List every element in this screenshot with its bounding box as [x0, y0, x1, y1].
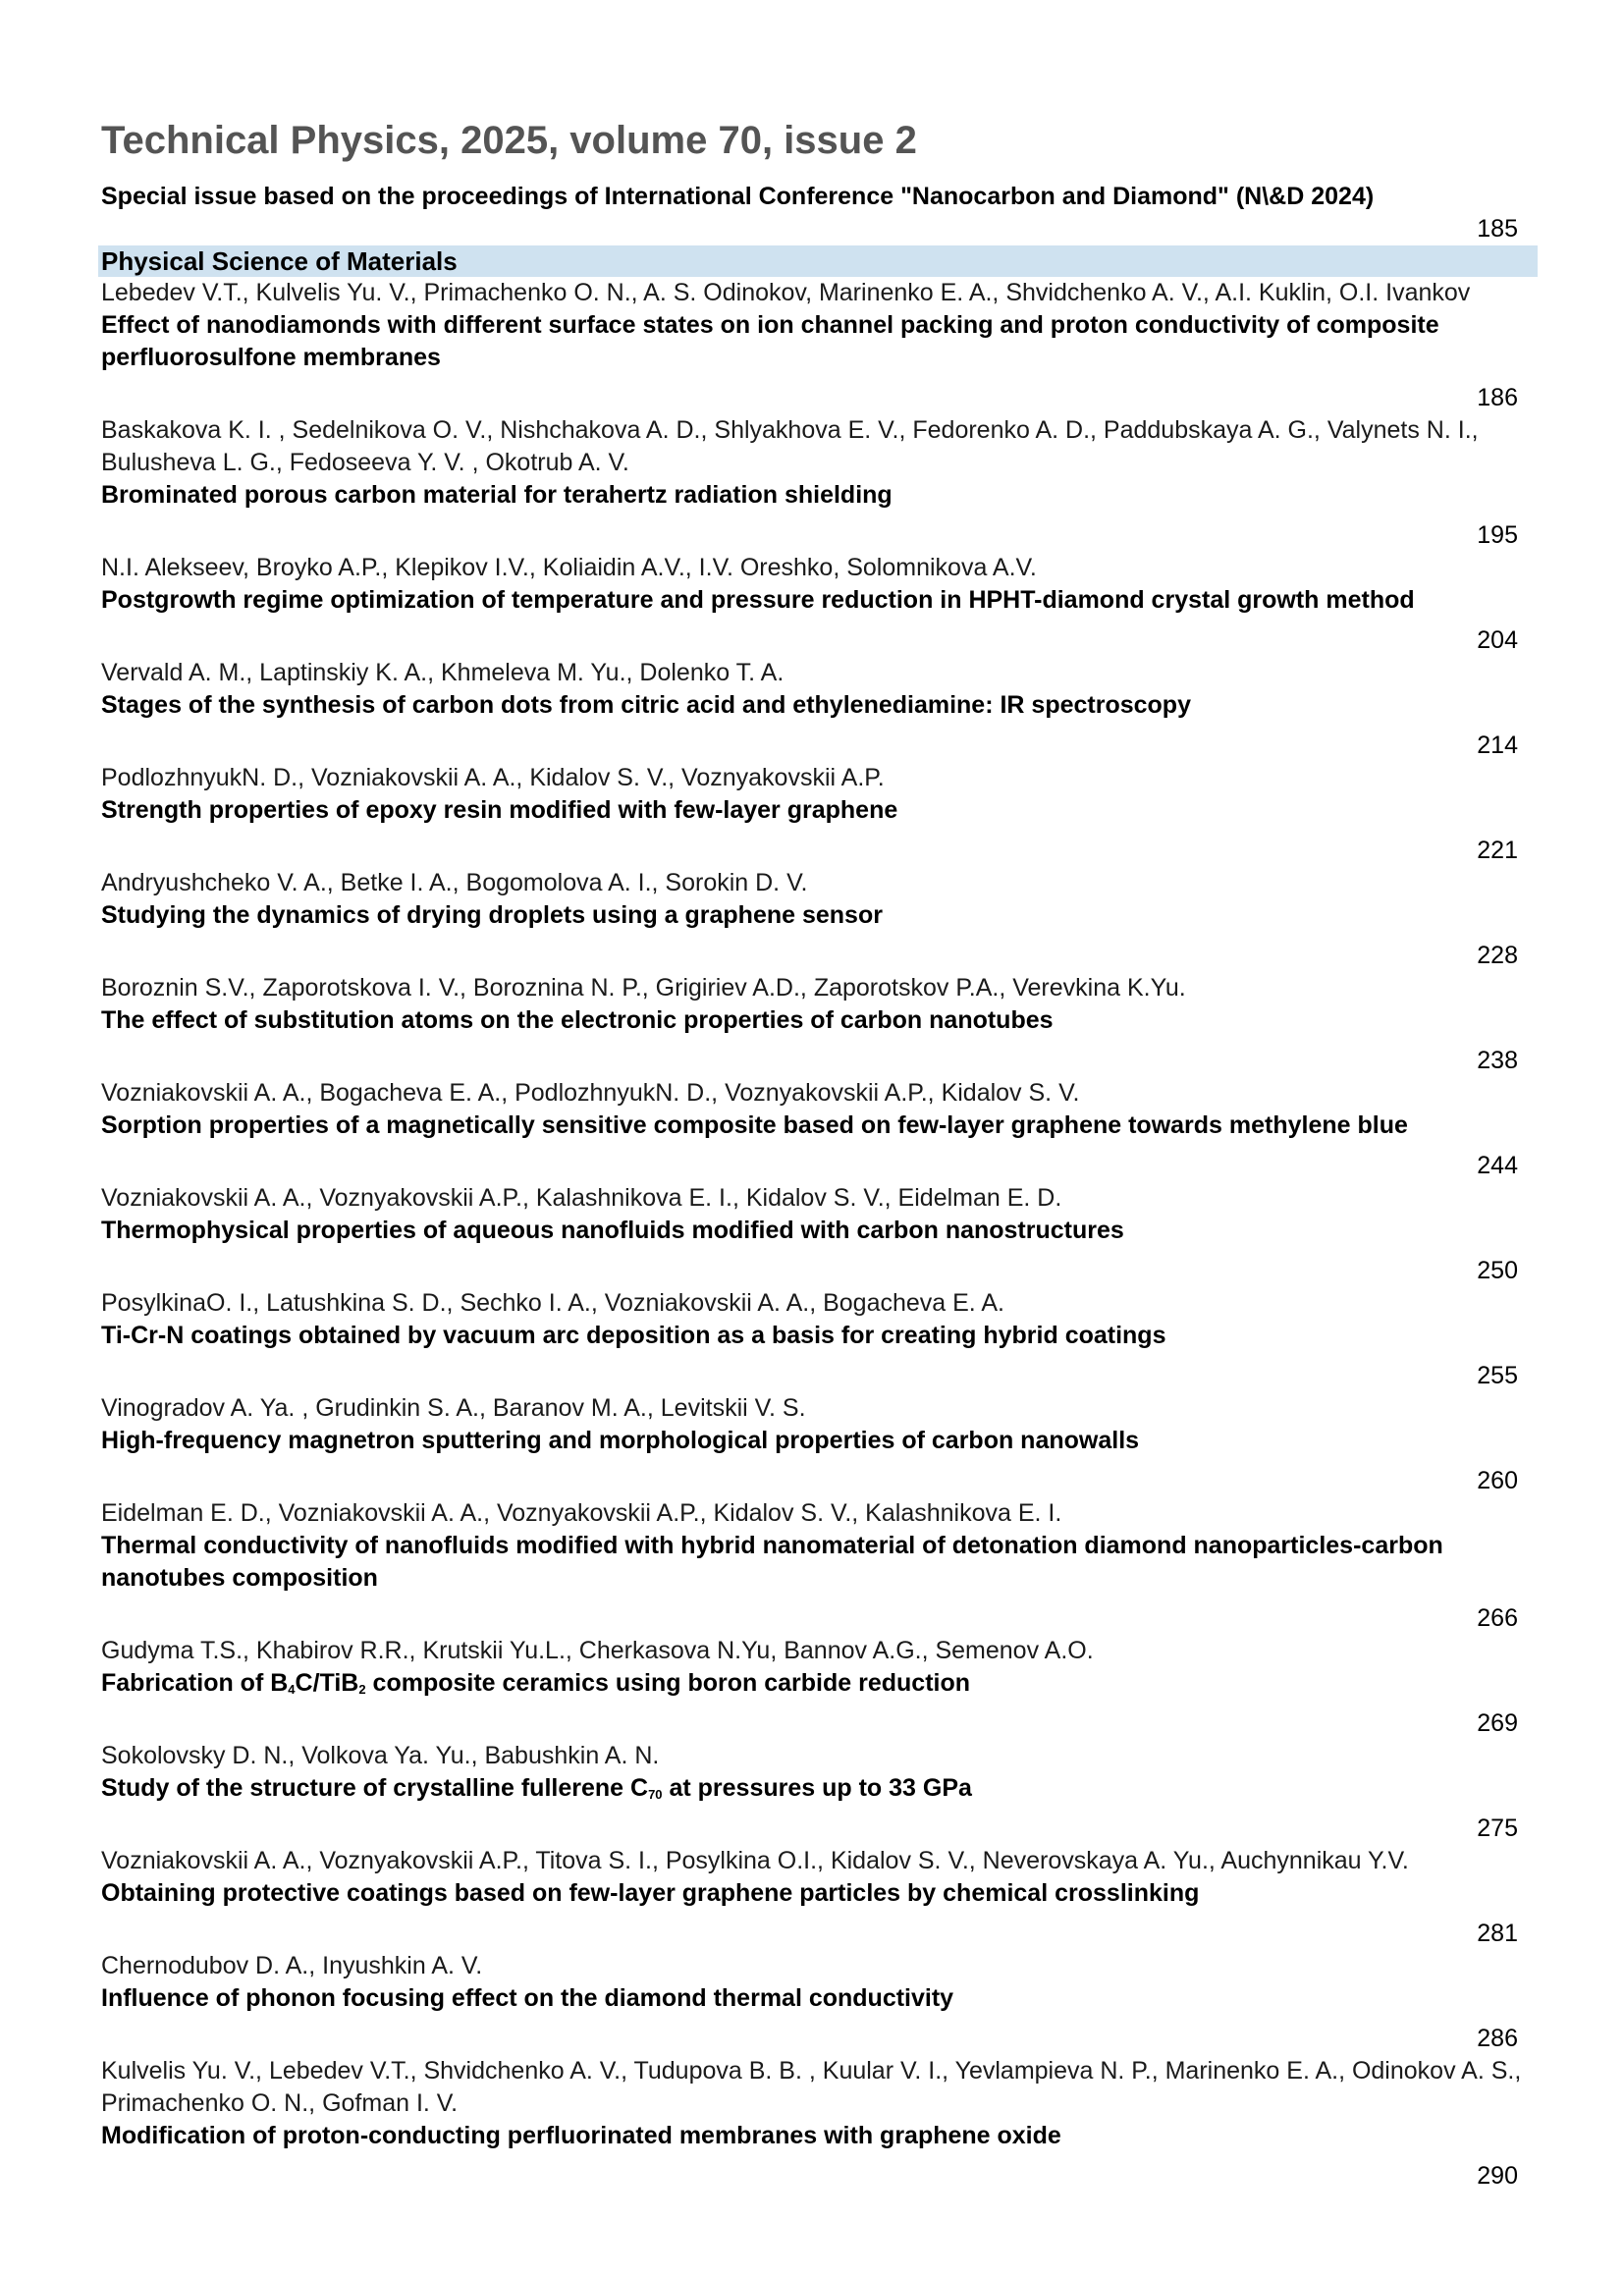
toc-entry[interactable]	[101, 1740, 1536, 1845]
entry-page: 290	[1477, 2162, 1518, 2190]
entry-title[interactable]: Ti-Cr-N coatings obtained by vacuum arc deposition as a basis for creating hybrid coatings	[101, 1322, 1166, 1349]
entry-authors: Sokolovsky D. N., Volkova Ya. Yu., Babushkin A. N.	[101, 1742, 660, 1769]
entry-authors: Kulvelis Yu. V., Lebedev V.T., Shvidchenko A. V., Tudupova B. B. , Kuular V. I., Yevlampieva N. P., Marinenko E. A., Odinokov A. S., Primachenko O. N., Gofman I. V.	[101, 2057, 1522, 2117]
entry-title[interactable]: Effect of nanodiamonds with different surface states on ion channel packing and proton conductivity of composite perfluorosulfone membranes	[101, 311, 1439, 371]
entry-authors: Gudyma T.S., Khabirov R.R., Krutskii Yu.L., Cherkasova N.Yu, Bannov A.G., Semenov A.O.	[101, 1637, 1094, 1664]
entry-title[interactable]: The effect of substitution atoms on the electronic properties of carbon nanotubes	[101, 1006, 1054, 1034]
entry-title[interactable]: Postgrowth regime optimization of temperature and pressure reduction in HPHT-diamond crystal growth method	[101, 586, 1415, 614]
entry-title[interactable]: High-frequency magnetron sputtering and morphological properties of carbon nanowalls	[101, 1427, 1140, 1454]
toc-entry[interactable]	[101, 867, 1536, 972]
toc-entry[interactable]	[101, 1077, 1536, 1182]
entry-page: 266	[1477, 1604, 1518, 1632]
entry-page: 228	[1477, 942, 1518, 969]
toc-entry[interactable]	[101, 1182, 1536, 1287]
toc-entry[interactable]	[101, 1392, 1536, 1497]
toc-entry[interactable]	[101, 972, 1536, 1077]
issue-note-page: 185	[1477, 215, 1518, 243]
entry-page: 238	[1477, 1047, 1518, 1074]
toc-entry[interactable]	[101, 1950, 1536, 2055]
entry-authors: Andryushcheko V. A., Betke I. A., Bogomolova A. I., Sorokin D. V.	[101, 869, 808, 896]
toc-entry[interactable]	[101, 657, 1536, 762]
title-text: Fabrication of B	[101, 1669, 289, 1697]
entry-title[interactable]: Thermal conductivity of nanofluids modified with hybrid nanomaterial of detonation diamond nanoparticles-carbon nanotubes composition	[101, 1532, 1443, 1592]
toc-entry[interactable]	[101, 1497, 1536, 1635]
title-text: Study of the structure of crystalline fullerene C	[101, 1774, 649, 1802]
entry-authors: Vinogradov A. Ya. , Grudinkin S. A., Baranov M. A., Levitskii V. S.	[101, 1394, 806, 1422]
entry-page: 281	[1477, 1920, 1518, 1947]
entry-list	[101, 277, 1536, 2193]
entry-title[interactable]: Stages of the synthesis of carbon dots from citric acid and ethylenediamine: IR spectroscopy	[101, 691, 1191, 719]
title-text: composite ceramics using boron carbide reduction	[365, 1669, 971, 1697]
entry-title[interactable]: Influence of phonon focusing effect on the diamond thermal conductivity	[101, 1984, 954, 2012]
entry-title[interactable]: Strength properties of epoxy resin modified with few-layer graphene	[101, 796, 898, 824]
entry-page: 269	[1477, 1709, 1518, 1737]
entry-authors: Chernodubov D. A., Inyushkin A. V.	[101, 1952, 483, 1979]
entry-page: 221	[1477, 837, 1518, 864]
toc-entry[interactable]	[101, 2055, 1536, 2193]
subscript: 2	[358, 1682, 366, 1697]
toc-entry[interactable]	[101, 277, 1536, 414]
entry-authors: Vozniakovskii A. A., Voznyakovskii A.P., Kalashnikova E. I., Kidalov S. V., Eidelman E. D.	[101, 1184, 1062, 1212]
entry-page: 214	[1477, 731, 1518, 759]
section-heading: Physical Science of Materials	[98, 245, 1538, 277]
title-text: at pressures up to 33 GPa	[662, 1774, 972, 1802]
subscript: 70	[648, 1787, 663, 1802]
entry-page: 255	[1477, 1362, 1518, 1389]
entry-authors: Boroznin S.V., Zaporotskova I. V., Boroznina N. P., Grigiriev A.D., Zaporotskov P.A., Verevkina K.Yu.	[101, 974, 1186, 1002]
entry-page: 286	[1477, 2025, 1518, 2052]
subscript: 4	[288, 1682, 296, 1697]
entry-title[interactable]: Thermophysical properties of aqueous nanofluids modified with carbon nanostructures	[101, 1217, 1124, 1244]
entry-title[interactable]: Brominated porous carbon material for terahertz radiation shielding	[101, 481, 893, 509]
toc-entry[interactable]	[101, 552, 1536, 657]
entry-authors: Vervald A. M., Laptinskiy K. A., Khmeleva M. Yu., Dolenko T. A.	[101, 659, 785, 686]
entry-page: 250	[1477, 1257, 1518, 1284]
entry-page: 186	[1477, 384, 1518, 411]
entry-page: 260	[1477, 1467, 1518, 1494]
entry-title[interactable]: Studying the dynamics of drying droplets using a graphene sensor	[101, 901, 883, 929]
toc-entry[interactable]	[101, 1635, 1536, 1740]
entry-authors: Baskakova K. I. , Sedelnikova O. V., Nishchakova A. D., Shlyakhova E. V., Fedorenko A. D., Paddubskaya A. G., Valynets N. I., Bulusheva L. G., Fedoseeva Y. V. , Okotrub A. V.	[101, 416, 1479, 476]
toc-entry[interactable]	[101, 1287, 1536, 1392]
toc-entry[interactable]	[101, 1845, 1536, 1950]
toc-entry[interactable]	[101, 762, 1536, 867]
entry-page: 244	[1477, 1152, 1518, 1179]
entry-authors: Vozniakovskii A. A., Bogacheva E. A., PodlozhnyukN. D., Voznyakovskii A.P., Kidalov S. V.	[101, 1079, 1080, 1107]
entry-title[interactable]: Sorption properties of a magnetically sensitive composite based on few-layer graphene towards methylene blue	[101, 1111, 1408, 1139]
entry-authors: Lebedev V.T., Kulvelis Yu. V., Primachenko O. N., A. S. Odinokov, Marinenko E. A., Shvidchenko A. V., A.I. Kuklin, O.I. Ivankov	[101, 279, 1471, 306]
entry-authors: PosylkinaO. I., Latushkina S. D., Sechko I. A., Vozniakovskii A. A., Bogacheva E. A.	[101, 1289, 1004, 1317]
entry-authors: Eidelman E. D., Vozniakovskii A. A., Voznyakovskii A.P., Kidalov S. V., Kalashnikova E. I.	[101, 1499, 1062, 1527]
entry-authors: N.I. Alekseev, Broyko A.P., Klepikov I.V., Koliaidin A.V., I.V. Oreshko, Solomnikova A.V.	[101, 554, 1037, 581]
entry-title[interactable]	[101, 1667, 1536, 1700]
entry-page: 204	[1477, 626, 1518, 654]
entry-page: 195	[1477, 521, 1518, 549]
entry-title[interactable]: Modification of proton-conducting perfluorinated membranes with graphene oxide	[101, 2122, 1061, 2149]
issue-note: Special issue based on the proceedings of International Conference "Nanocarbon and Diamond" (N\&D 2024)	[101, 183, 1375, 210]
journal-title: Technical Physics, 2025, volume 70, issue 2	[101, 119, 917, 162]
table-of-contents	[101, 112, 1536, 2193]
toc-entry[interactable]	[101, 414, 1536, 552]
entry-title[interactable]	[101, 1772, 1536, 1805]
entry-title[interactable]: Obtaining protective coatings based on few-layer graphene particles by chemical crosslinking	[101, 1879, 1200, 1907]
title-text: C/TiB	[295, 1669, 359, 1697]
entry-authors: Vozniakovskii A. A., Voznyakovskii A.P., Titova S. I., Posylkina O.I., Kidalov S. V., Neverovskaya A. Yu., Auchynnikau Y.V.	[101, 1847, 1409, 1874]
entry-page: 275	[1477, 1815, 1518, 1842]
entry-authors: PodlozhnyukN. D., Vozniakovskii A. A., Kidalov S. V., Voznyakovskii A.P.	[101, 764, 885, 791]
